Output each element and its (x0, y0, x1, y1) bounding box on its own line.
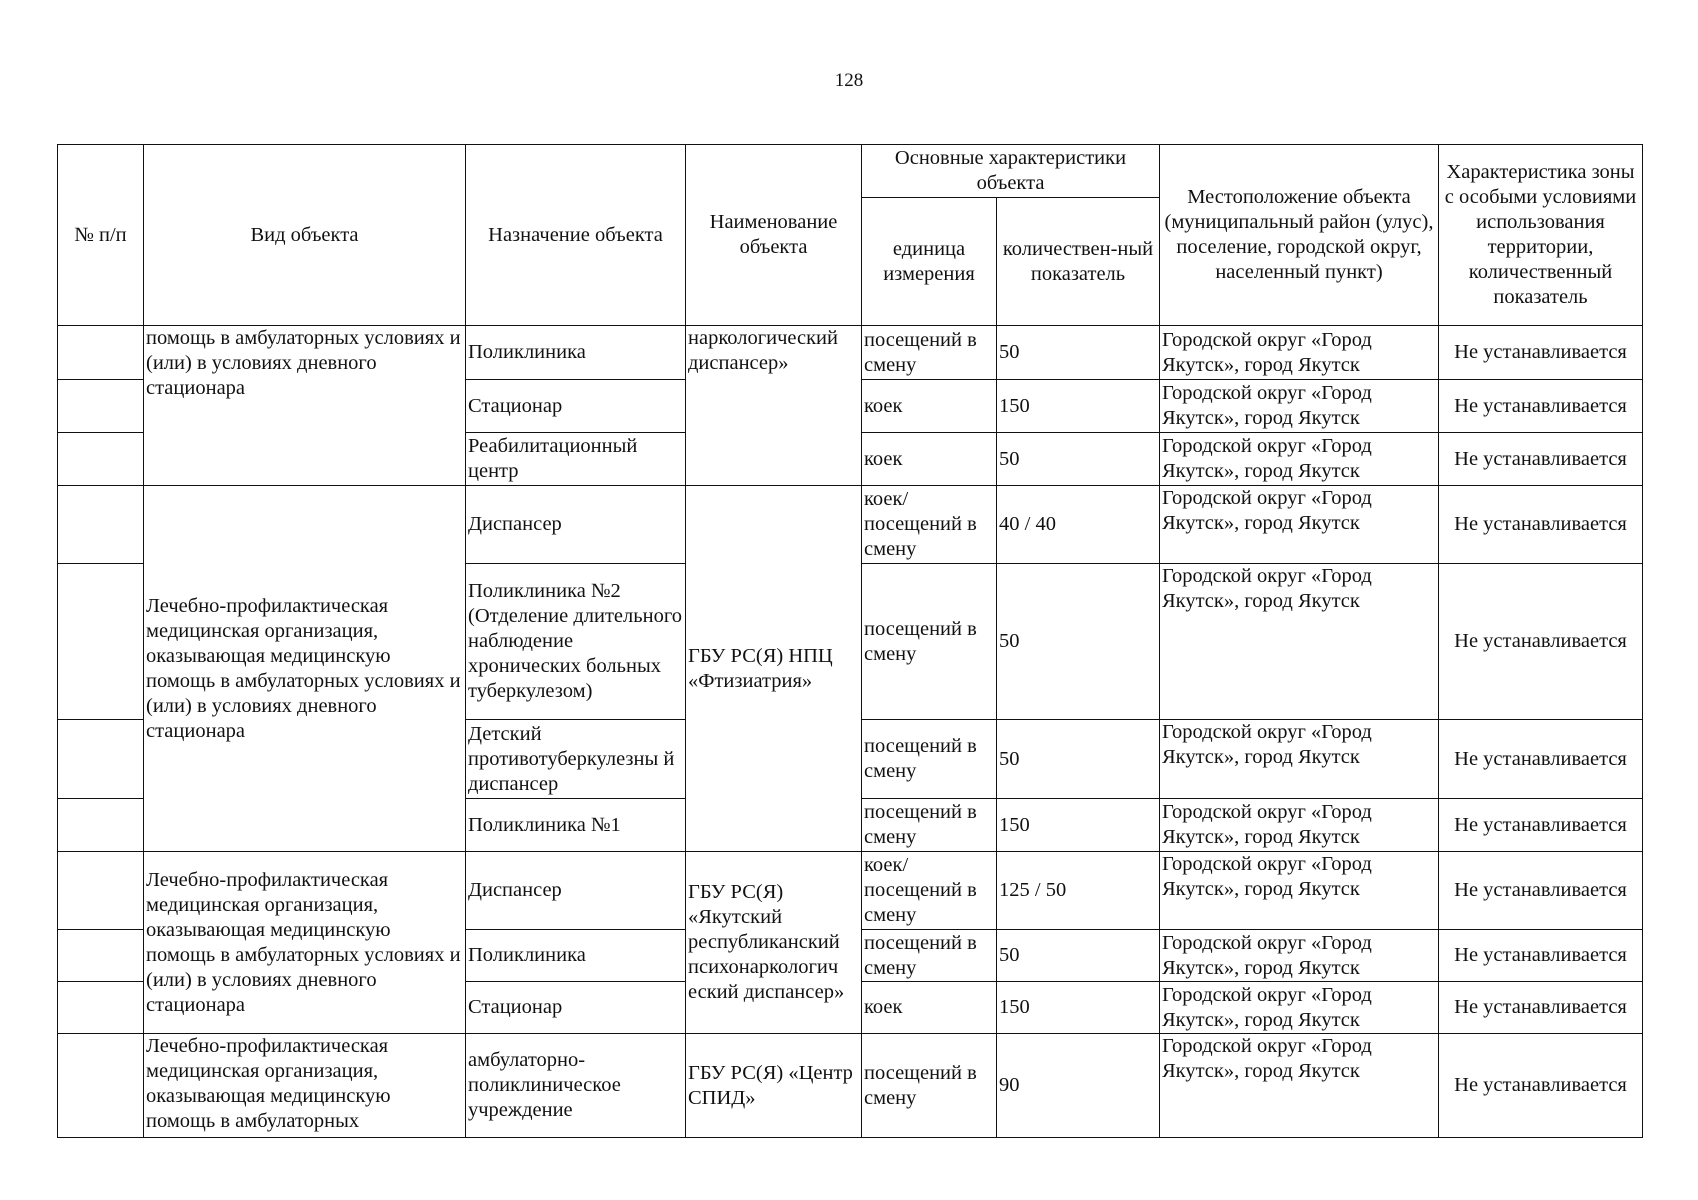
row-number-cell (58, 564, 144, 720)
page-number: 128 (834, 70, 864, 91)
zone-cell: Не устанавливается (1439, 930, 1643, 982)
unit-cell: посещений в смену (862, 564, 997, 720)
table-header-row (58, 145, 1643, 198)
object-kind-cell: Лечебно-профилактическая медицинская организация, оказывающая медицинскую помощь в амбулаторных условиях и (или) в условиях дневного стационара (144, 486, 466, 852)
qty-cell: 50 (997, 326, 1160, 380)
location-cell: Городской округ «Город Якутск», город Якутск (1160, 1034, 1439, 1138)
unit-cell: коек (862, 380, 997, 433)
row-number-cell (58, 486, 144, 564)
unit-cell: коек (862, 433, 997, 486)
unit-cell: посещений в смену (862, 799, 997, 852)
row-number-cell (58, 982, 144, 1034)
objects-table (57, 144, 1643, 1138)
row-number-cell (58, 433, 144, 486)
header-qty: количествен-ный показатель (997, 198, 1160, 326)
zone-cell: Не устанавливается (1439, 1034, 1643, 1138)
object-purpose-cell: Поликлиника (466, 930, 686, 982)
zone-cell: Не устанавливается (1439, 433, 1643, 486)
header-kind: Вид объекта (144, 145, 466, 326)
row-number-cell (58, 930, 144, 982)
qty-cell: 150 (997, 799, 1160, 852)
object-purpose-cell: Поликлиника (466, 326, 686, 380)
zone-cell: Не устанавливается (1439, 486, 1643, 564)
object-purpose-cell: Диспансер (466, 486, 686, 564)
qty-cell: 50 (997, 720, 1160, 799)
row-number-cell (58, 720, 144, 799)
qty-cell: 150 (997, 982, 1160, 1034)
location-cell: Городской округ «Город Якутск», город Якутск (1160, 982, 1439, 1034)
header-location: Местоположение объекта (муниципальный район (улус), поселение, городской округ, населенный пункт) (1160, 145, 1439, 326)
zone-cell: Не устанавливается (1439, 982, 1643, 1034)
object-purpose-cell: Реабилитационный центр (466, 433, 686, 486)
object-purpose-cell: Стационар (466, 982, 686, 1034)
header-unit: единица измерения (862, 198, 997, 326)
object-kind-cell: Лечебно-профилактическая медицинская организация, оказывающая медицинскую помощь в амбулаторных (144, 1034, 466, 1138)
object-name-cell: ГБУ РС(Я) «Якутский республиканский психонаркологич еский диспансер» (686, 852, 862, 1034)
location-cell: Городской округ «Город Якутск», город Якутск (1160, 564, 1439, 720)
location-cell: Городской округ «Город Якутск», город Якутск (1160, 433, 1439, 486)
qty-cell: 50 (997, 433, 1160, 486)
object-name-cell: ГБУ РС(Я) НПЦ «Фтизиатрия» (686, 486, 862, 852)
unit-cell: посещений в смену (862, 720, 997, 799)
object-name-cell: наркологический диспансер» (686, 326, 862, 486)
object-kind-cell: помощь в амбулаторных условиях и (или) в условиях дневного стационара (144, 326, 466, 486)
location-cell: Городской округ «Город Якутск», город Якутск (1160, 799, 1439, 852)
object-kind-cell: Лечебно-профилактическая медицинская организация, оказывающая медицинскую помощь в амбулаторных условиях и (или) в условиях дневного стационара (144, 852, 466, 1034)
qty-cell: 40 / 40 (997, 486, 1160, 564)
location-cell: Городской округ «Город Якутск», город Якутск (1160, 720, 1439, 799)
header-name: Наименование объекта (686, 145, 862, 326)
qty-cell: 50 (997, 564, 1160, 720)
row-number-cell (58, 380, 144, 433)
object-name-cell: ГБУ РС(Я) «Центр СПИД» (686, 1034, 862, 1138)
location-cell: Городской округ «Город Якутск», город Якутск (1160, 380, 1439, 433)
zone-cell: Не устанавливается (1439, 326, 1643, 380)
unit-cell: посещений в смену (862, 930, 997, 982)
unit-cell: коек/ посещений в смену (862, 486, 997, 564)
location-cell: Городской округ «Город Якутск», город Якутск (1160, 930, 1439, 982)
zone-cell: Не устанавливается (1439, 799, 1643, 852)
row-number-cell (58, 852, 144, 930)
zone-cell: Не устанавливается (1439, 380, 1643, 433)
qty-cell: 125 / 50 (997, 852, 1160, 930)
object-purpose-cell: Стационар (466, 380, 686, 433)
unit-cell: коек (862, 982, 997, 1034)
header-purpose: Назначение объекта (466, 145, 686, 326)
qty-cell: 150 (997, 380, 1160, 433)
object-purpose-cell: Детский противотуберкулезны й диспансер (466, 720, 686, 799)
row-number-cell (58, 1034, 144, 1138)
header-main-characteristics: Основные характеристики объекта (862, 145, 1160, 198)
location-cell: Городской округ «Город Якутск», город Якутск (1160, 486, 1439, 564)
row-number-cell (58, 799, 144, 852)
table-row (58, 852, 1643, 930)
location-cell: Городской округ «Город Якутск», город Якутск (1160, 852, 1439, 930)
row-number-cell (58, 326, 144, 380)
header-num: № п/п (58, 145, 144, 326)
zone-cell: Не устанавливается (1439, 720, 1643, 799)
zone-cell: Не устанавливается (1439, 564, 1643, 720)
object-purpose-cell: Поликлиника №1 (466, 799, 686, 852)
header-zone: Характеристика зоны с особыми условиями использования территории, количественный показатель (1439, 145, 1643, 326)
object-purpose-cell: Диспансер (466, 852, 686, 930)
location-cell: Городской округ «Город Якутск», город Якутск (1160, 326, 1439, 380)
qty-cell: 50 (997, 930, 1160, 982)
table-row (58, 326, 1643, 380)
object-purpose-cell: амбулаторно-поликлиническое учреждение (466, 1034, 686, 1138)
table-row (58, 486, 1643, 564)
unit-cell: коек/ посещений в смену (862, 852, 997, 930)
object-purpose-cell: Поликлиника №2 (Отделение длительного наблюдение хронических больных туберкулезом) (466, 564, 686, 720)
unit-cell: посещений в смену (862, 326, 997, 380)
qty-cell: 90 (997, 1034, 1160, 1138)
zone-cell: Не устанавливается (1439, 852, 1643, 930)
unit-cell: посещений в смену (862, 1034, 997, 1138)
table-row (58, 1034, 1643, 1138)
